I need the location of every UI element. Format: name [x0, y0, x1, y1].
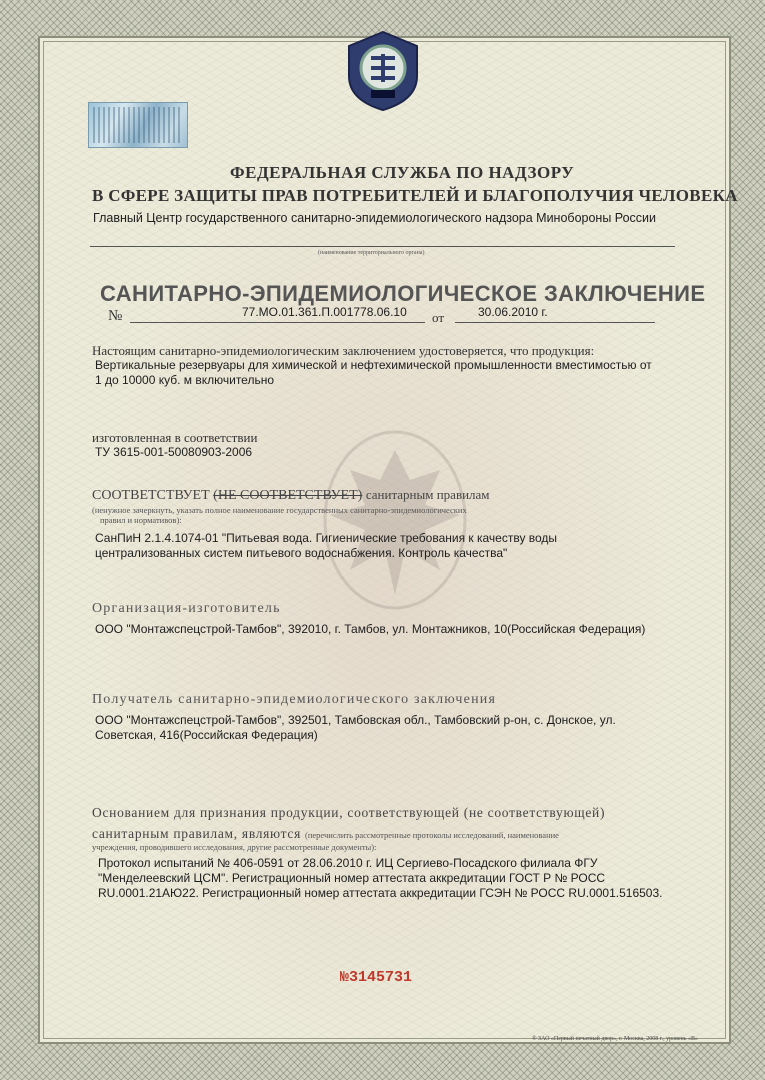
basis-note-line3: учреждения, проводившего исследования, другие рассмотренные документы): [92, 842, 377, 852]
product-line2: 1 до 10000 куб. м включительно [95, 373, 275, 387]
complies-text: СООТВЕТСТВУЕТ [92, 488, 210, 503]
eagle-emblem-watermark [310, 420, 480, 620]
basis-value-line1: Протокол испытаний № 406-0591 от 28.06.2010 г. ИЦ Сергиево-Посадского филиала ФГУ [98, 856, 598, 870]
basis-label-line2-text: санитарным правилам, являются [92, 826, 302, 841]
rules-line2: централизованных систем питьевого водоснабжения. Контроль качества" [95, 546, 508, 560]
date-label: от [432, 310, 445, 325]
conformity-note2: правил и нормативов): [100, 515, 182, 525]
organ-underline [90, 246, 675, 247]
conformity-rest: санитарным правилам [365, 487, 490, 502]
basis-label-line2 [92, 825, 559, 843]
organ-note: (наименование территориального органа) [318, 250, 425, 256]
not-complies-text: (НЕ СООТВЕТСТВУЕТ) [213, 488, 363, 503]
basis-note-line2: (перечислить рассмотренные протоколы исследований, наименование [305, 830, 559, 840]
number-label: № [108, 308, 123, 324]
manufacturer-value: ООО "Монтажспецстрой-Тамбов", 392010, г. Тамбов, ул. Монтажников, 10(Российская Федерация) [95, 622, 646, 636]
manufactured-spec: ТУ 3615-001-50080903-2006 [95, 445, 253, 459]
number-underline [130, 322, 425, 323]
document-title: САНИТАРНО-ЭПИДЕМИОЛОГИЧЕСКОЕ ЗАКЛЮЧЕНИЕ [100, 281, 706, 306]
recipient-value-line1: ООО "Монтажспецстрой-Тамбов", 392501, Тамбовская обл., Тамбовский р-он, с. Донское, ул. [95, 713, 616, 727]
recipient-label: Получатель санитарно-эпидемиологического заключения [92, 692, 497, 707]
header-line1: ФЕДЕРАЛЬНАЯ СЛУЖБА ПО НАДЗОРУ [230, 163, 575, 182]
product-line1: Вертикальные резервуары для химической и нефтехимической промышленности вместимостью от [95, 358, 652, 372]
manufactured-label: изготовленная в соответствии [92, 430, 258, 445]
basis-value-line3: RU.0001.21АЮ22. Регистрационный номер аттестата аккредитации ГСЭН № РОСС RU.0001.516503. [98, 886, 663, 900]
header-line2: В СФЕРЕ ЗАЩИТЫ ПРАВ ПОТРЕБИТЕЛЕЙ И БЛАГОПОЛУЧИЯ ЧЕЛОВЕКА [92, 186, 738, 205]
rules-line1: СанПиН 2.1.4.1074-01 "Питьевая вода. Гигиенические требования к качеству воды [95, 531, 558, 545]
printer-footer: ® ЗАО «Первый печатный двор», г. Москва, 2008 г., уровень «В» [532, 1036, 698, 1042]
rospotrebnadzor-logo-icon [345, 30, 421, 112]
basis-value-line2: "Менделеевский ЦСМ". Регистрационный номер аттестата аккредитации ГОСТ Р № РОСС [98, 871, 606, 885]
date-underline [455, 322, 655, 323]
territorial-organ: Главный Центр государственного санитарно-эпидемиологического надзора Минобороны России [93, 211, 656, 225]
conformity-note1: (ненужное зачеркнуть, указать полное наименование государственных санитарно-эпидемиологических [92, 505, 467, 515]
serial-number: №3145731 [340, 969, 413, 986]
conformity-line [92, 487, 490, 504]
certificate-number: 77.МО.01.361.П.001778.06.10 [242, 305, 407, 319]
manufacturer-label: Организация-изготовитель [92, 601, 281, 616]
recipient-value-line2: Советская, 416(Российская Федерация) [95, 728, 318, 742]
hologram-sticker [88, 102, 188, 148]
basis-label-line1: Основанием для признания продукции, соответствующей (не соответствующей) [92, 805, 606, 820]
product-intro: Настоящим санитарно-эпидемиологическим заключением удостоверяется, что продукция: [92, 343, 595, 358]
certificate-date: 30.06.2010 г. [478, 305, 548, 319]
